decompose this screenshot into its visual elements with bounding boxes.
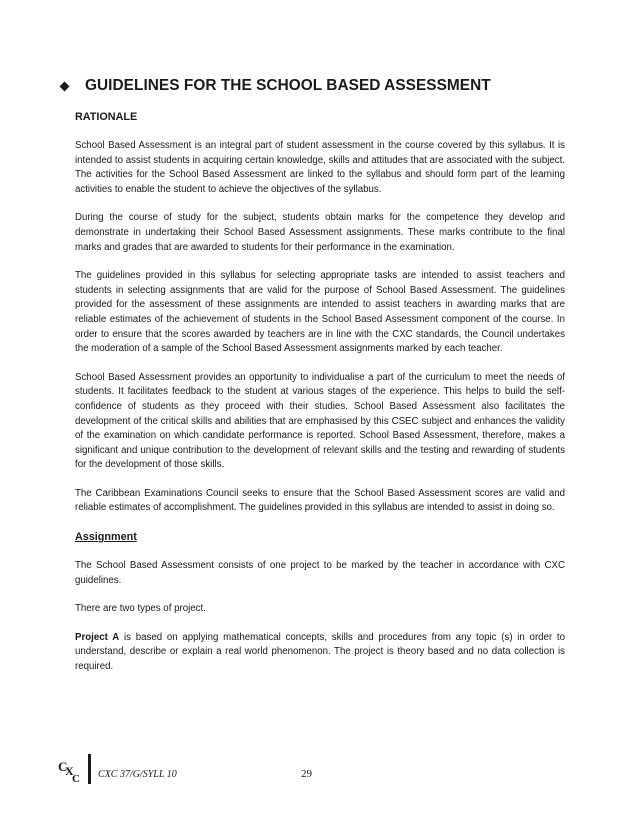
svg-text:X: X — [65, 764, 74, 778]
document-body — [75, 110, 565, 689]
assignment-paragraph-2: There are two types of project. — [75, 603, 206, 615]
svg-text:C: C — [72, 773, 80, 785]
footer-divider — [88, 754, 91, 784]
page-number: 29 — [301, 768, 312, 780]
cxc-logo-icon — [58, 756, 84, 786]
rationale-paragraph-1: School Based Assessment is an integral part of student assessment in the course covered by this syllabus. It is intended to assist students in acquiring certain knowledge, skills and attitudes that are associated with the subject. The activities for the School Based Assessment are linked to the syllabus and should form part of the learning activities to enable the student to achieve the objectives of the syllabus. — [75, 140, 565, 195]
assignment-paragraph-1: The School Based Assessment consists of one project to be marked by the teacher in accordance with CXC guidelines. — [75, 560, 565, 586]
rationale-heading: RATIONALE — [75, 111, 138, 123]
section-heading — [58, 77, 491, 95]
document-code: CXC 37/G/SYLL 10 — [98, 769, 177, 780]
rationale-paragraph-5: The Caribbean Examinations Council seeks to ensure that the School Based Assessment scores are valid and reliable estimates of accomplishment. The guidelines provided in this syllabus are intended to assist in doing so. — [75, 487, 565, 514]
section-title: GUIDELINES FOR THE SCHOOL BASED ASSESSMENT — [85, 77, 491, 94]
rationale-paragraph-3: The guidelines provided in this syllabus for selecting appropriate tasks are intended to assist teachers and students in selecting assignments that are valid for the purpose of School Based Assessment. The guidelines provided for the assessment of these assignments are intended to assist teachers in awarding marks that are reliable estimates of the achievement of students in the School Based Assessment component of the course. In order to ensure that the scores awarded by teachers are in line with the CXC standards, the Council undertakes the moderation of a sample of the School Based Assessment assignments marked by each teacher. — [75, 270, 565, 355]
svg-text:C: C — [58, 759, 68, 774]
project-a-label: Project A — [75, 631, 120, 643]
project-a-description: is based on applying mathematical concepts, skills and procedures from any topic (s) in order to understand, describe or explain a real world phenomenon. The project is theory based and no data collection is required. — [75, 631, 565, 673]
assignment-heading: Assignment — [75, 531, 137, 544]
assignment-paragraph-3 — [75, 631, 565, 675]
rationale-paragraph-2: During the course of study for the subject, students obtain marks for the competence they develop and demonstrate in undertaking their School Based Assessment assignments. These marks contribute to the final marks and grades that are awarded to students for their performance in the examination. — [75, 212, 565, 253]
diamond-bullet-icon — [60, 81, 70, 91]
rationale-paragraph-4: School Based Assessment provides an opportunity to individualise a part of the curriculum to meet the needs of students. It facilitates feedback to the student at various stages of the experience. This helps to build the self-confidence of students as they proceed with their studies. School Based Assessment also facilitates the development of the critical skills and abilities that are emphasised by this CSEC subject and enhances the validity of the examination on which candidate performance is reported. School Based Assessment, therefore, makes a significant and unique contribution to the development of relevant skills and the testing and rewarding of students for the development of those skills. — [75, 371, 565, 471]
page-footer — [58, 752, 578, 792]
